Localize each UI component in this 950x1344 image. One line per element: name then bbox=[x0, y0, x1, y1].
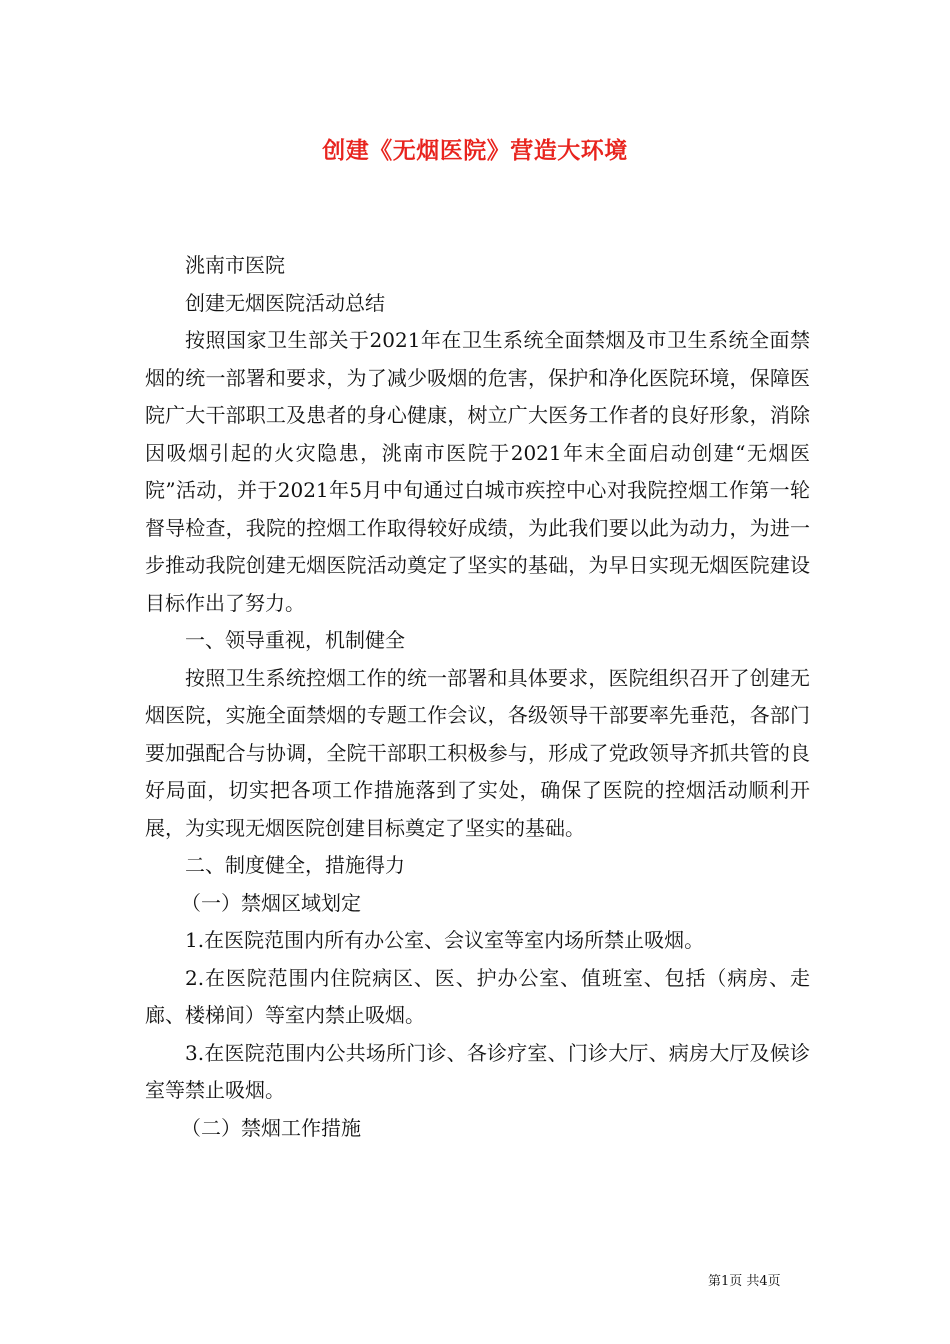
list-item-3: 3.在医院范围内公共场所门诊、各诊疗室、门诊大厅、病房大厅及候诊室等禁止吸烟。 bbox=[145, 1040, 810, 1102]
document-title: 创建《无烟医院》营造大环境 bbox=[322, 137, 628, 164]
paragraph-hospital-name: 洮南市医院 bbox=[185, 253, 285, 277]
subsection-heading-zones: （一）禁烟区域划定 bbox=[181, 890, 361, 915]
list-item-1: 1.在医院范围内所有办公室、会议室等室内场所禁止吸烟。 bbox=[185, 928, 705, 952]
page-number: 第1页 共4页 bbox=[708, 1274, 781, 1289]
subsection-heading-measures: （二）禁烟工作措施 bbox=[181, 1115, 361, 1140]
list-item-2: 2.在医院范围内住院病区、医、护办公室、值班室、包括（病房、走廊、楼梯间）等室内禁止吸烟。 bbox=[145, 965, 810, 1027]
section-heading-system: 二、制度健全，措施得力 bbox=[185, 853, 405, 877]
paragraph-leadership: 按照卫生系统控烟工作的统一部署和具体要求，医院组织召开了创建无烟医院，实施全面禁烟的专题工作会议，各级领导干部要率先垂范，各部门要加强配合与协调，全院干部职工积极参与，形成了党政领导齐抓共管的良好局面，切实把各项工作措施落到了实处，确保了医院的控烟活动顺利开展，为实现无烟医院创建目标奠定了坚实的基础。 bbox=[145, 665, 810, 840]
section-heading-leadership: 一、领导重视，机制健全 bbox=[185, 628, 405, 652]
paragraph-summary-title: 创建无烟医院活动总结 bbox=[185, 290, 385, 315]
paragraph-intro: 按照国家卫生部关于2021年在卫生系统全面禁烟及市卫生系统全面禁烟的统一部署和要求，为了减少吸烟的危害，保护和净化医院环境，保障医院广大干部职工及患者的身心健康，树立广大医务工作者的良好形象，消除因吸烟引起的火灾隐患，洮南市医院于2021年末全面启动创建“无烟医院”活动，并于2021年5月中旬通过白城市疾控中心对我院控烟工作第一轮督导检查，我院的控烟工作取得较好成绩，为此我们要以此为动力，为进一步推动我院创建无烟医院活动奠定了坚实的基础，为早日实现无烟医院建设目标作出了努力。 bbox=[145, 328, 810, 615]
document-body bbox=[145, 247, 810, 1147]
